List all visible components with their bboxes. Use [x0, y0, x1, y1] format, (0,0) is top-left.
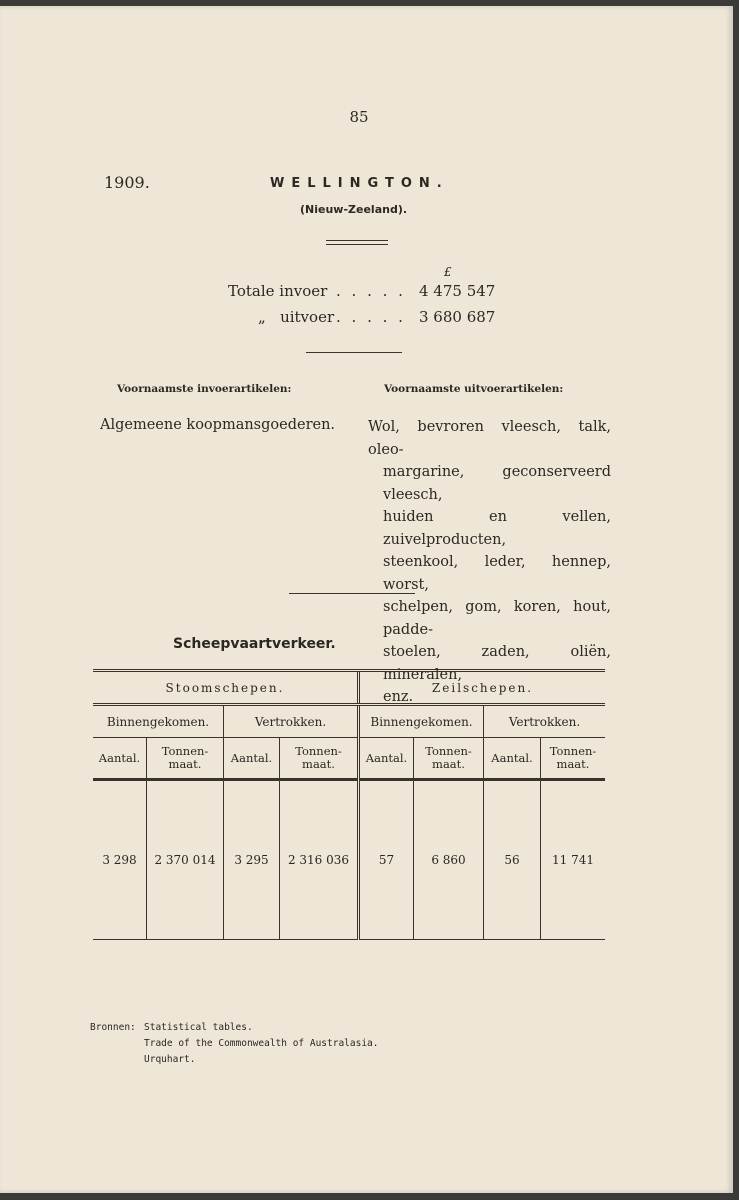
- cell-steam-in-tonnage: 2 370 014: [147, 780, 224, 940]
- col-tonnenmaat: Tonnen- maat.: [147, 738, 224, 780]
- source-item: Trade of the Commonwealth of Australasia.: [144, 1038, 379, 1049]
- col-aantal: Aantal.: [484, 738, 541, 780]
- col-tonnenmaat: Tonnen- maat.: [414, 738, 484, 780]
- exports-heading: Voornaamste uitvoerartikelen:: [384, 383, 564, 395]
- exports-text: [368, 416, 611, 709]
- cell-sail-in-count: 57: [359, 780, 414, 940]
- source-item: Statistical tables.: [144, 1022, 253, 1033]
- exports-line: enz.: [383, 689, 414, 705]
- column-header-row: [93, 738, 605, 780]
- sources-label: Bronnen:: [90, 1022, 136, 1033]
- col-aantal: Aantal.: [224, 738, 280, 780]
- exports-line: stoelen, zaden, oliën, mineralen,: [383, 644, 611, 683]
- country-subtitle: (Nieuw-Zeeland).: [300, 203, 408, 216]
- sources-list: [144, 1020, 379, 1068]
- title-double-rule: [326, 240, 388, 245]
- cell-steam-in-count: 3 298: [93, 780, 147, 940]
- col-aantal: Aantal.: [359, 738, 414, 780]
- year: 1909.: [104, 173, 150, 192]
- cell-steam-out-count: 3 295: [224, 780, 280, 940]
- section-rule: [289, 593, 415, 594]
- col-tonnenmaat: Tonnen- maat.: [280, 738, 359, 780]
- document-page: [0, 6, 733, 1193]
- totals-rule: [306, 352, 402, 353]
- currency-symbol: £: [444, 265, 452, 279]
- imports-text: Algemeene koopmansgoederen.: [100, 417, 336, 433]
- exports-line: huiden en vellen, zuivelproducten,: [383, 509, 611, 548]
- page-number: 85: [349, 108, 369, 126]
- subgroup-sail-out: Vertrokken.: [484, 705, 606, 738]
- total-export-value: 3 680 687: [419, 308, 496, 326]
- shipping-title: Scheepvaartverkeer.: [173, 636, 336, 652]
- total-export-row: [0, 308, 733, 330]
- total-import-row: [0, 282, 733, 304]
- group-zeilschepen: Zeilschepen.: [359, 671, 606, 705]
- subgroup-steam-in: Binnengekomen.: [93, 705, 224, 738]
- total-import-label: Totale invoer: [228, 282, 328, 300]
- exports-line: steenkool, leder, hennep, worst,: [383, 554, 611, 593]
- table-row: [93, 780, 605, 940]
- shipping-table: [93, 669, 605, 940]
- source-item: Urquhart.: [144, 1054, 196, 1065]
- cell-sail-out-tonnage: 11 741: [541, 780, 606, 940]
- col-aantal: Aantal.: [93, 738, 147, 780]
- cell-sail-out-count: 56: [484, 780, 541, 940]
- group-header-row: [93, 671, 605, 705]
- group-stoomschepen: Stoomschepen.: [93, 671, 359, 705]
- total-import-value: 4 475 547: [419, 282, 496, 300]
- city-title: WELLINGTON.: [270, 176, 449, 191]
- imports-heading: Voornaamste invoerartikelen:: [117, 383, 292, 395]
- exports-line: margarine, geconserveerd vleesch,: [383, 464, 611, 503]
- total-export-dots: . . . . .: [336, 308, 406, 326]
- subgroup-sail-in: Binnengekomen.: [359, 705, 484, 738]
- cell-sail-in-tonnage: 6 860: [414, 780, 484, 940]
- subgroup-header-row: [93, 705, 605, 738]
- exports-line: schelpen, gom, koren, hout, padde-: [383, 599, 611, 638]
- total-export-label: „ uitvoer: [258, 308, 335, 326]
- col-tonnenmaat: Tonnen- maat.: [541, 738, 606, 780]
- total-import-dots: . . . . .: [336, 282, 406, 300]
- subgroup-steam-out: Vertrokken.: [224, 705, 359, 738]
- exports-line: Wol, bevroren vleesch, talk, oleo-: [368, 419, 611, 458]
- cell-steam-out-tonnage: 2 316 036: [280, 780, 359, 940]
